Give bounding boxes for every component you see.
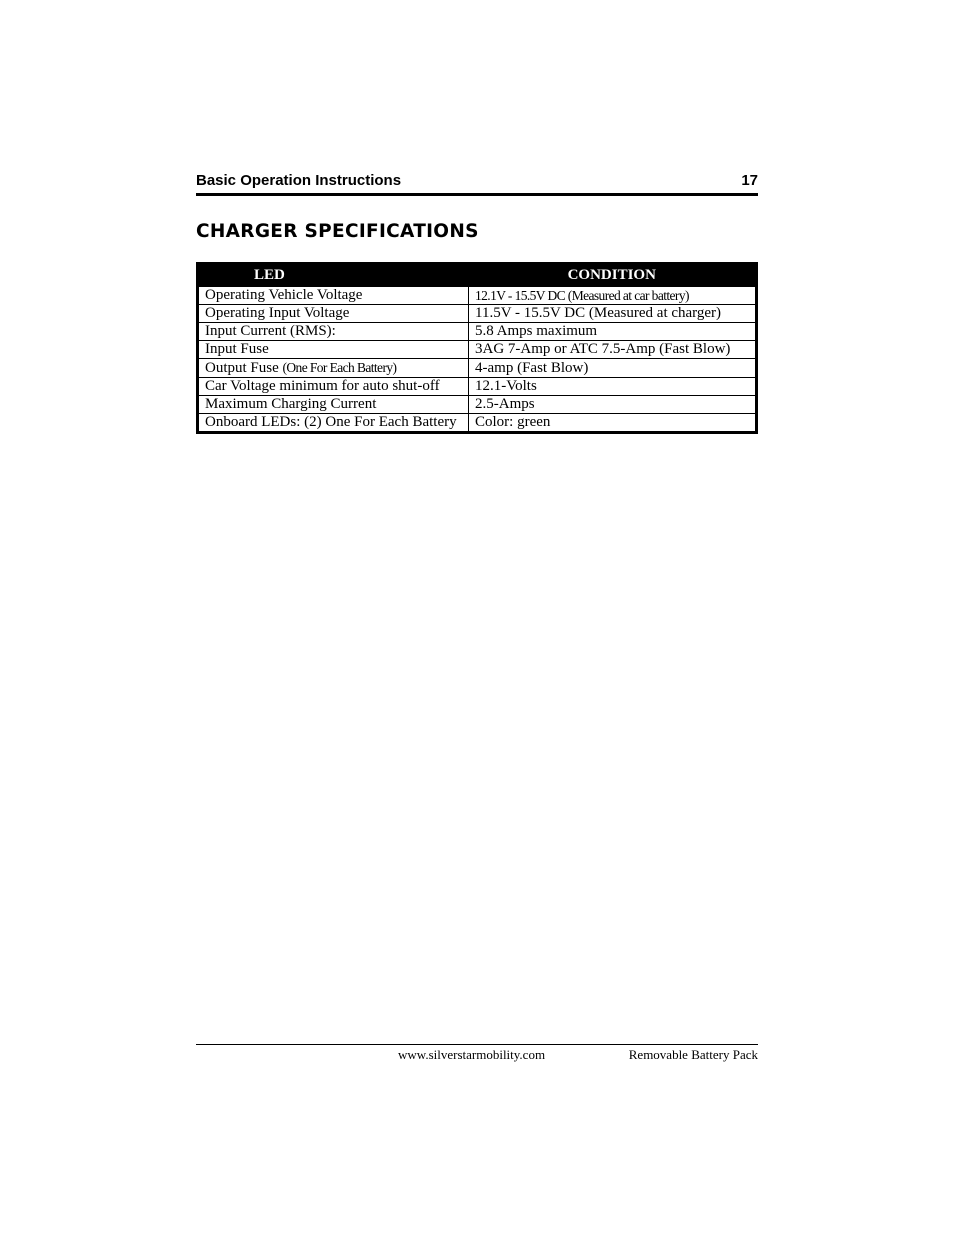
table-header-row [198, 264, 757, 287]
spec-label: Car Voltage minimum for auto shut-off [198, 378, 469, 396]
column-header-condition: CONDITION [469, 264, 757, 287]
spec-value: 4-amp (Fast Blow) [469, 359, 757, 378]
spec-label: Onboard LEDs: (2) One For Each Battery [198, 414, 469, 433]
table-row [198, 341, 757, 359]
running-title: Basic Operation Instructions [196, 172, 402, 189]
spec-value: 3AG 7-Amp or ATC 7.5-Amp (Fast Blow) [469, 341, 757, 359]
column-header-led: LED [198, 264, 469, 287]
spec-label-note: (One For Each Battery) [282, 360, 397, 375]
spec-value: 5.8 Amps maximum [469, 323, 757, 341]
table-row [198, 396, 757, 414]
spec-label-cell [198, 359, 469, 378]
table-row [198, 414, 757, 433]
spec-label: Input Current (RMS): [198, 323, 469, 341]
spec-value: 12.1V - 15.5V DC (Measured at car battery) [469, 287, 757, 305]
footer-divider [196, 1044, 758, 1045]
spec-value: 12.1-Volts [469, 378, 757, 396]
spec-value: Color: green [469, 414, 757, 433]
page-header [196, 171, 758, 196]
spec-value: 11.5V - 15.5V DC (Measured at charger) [469, 305, 757, 323]
spec-label: Operating Vehicle Voltage [198, 287, 469, 305]
table-row [198, 378, 757, 396]
footer-product-name: Removable Battery Pack [628, 1047, 758, 1062]
table-row [198, 305, 757, 323]
section-title: CHARGER SPECIFICATIONS [196, 221, 479, 242]
spec-value: 2.5-Amps [469, 396, 757, 414]
page-number: 17 [741, 172, 758, 189]
table-row [198, 359, 757, 378]
footer-url: www.silverstarmobility.com [398, 1047, 546, 1062]
spec-label: Input Fuse [198, 341, 469, 359]
table-row [198, 287, 757, 305]
table-row [198, 323, 757, 341]
spec-label: Operating Input Voltage [198, 305, 469, 323]
specifications-table [196, 262, 758, 434]
spec-label: Maximum Charging Current [198, 396, 469, 414]
spec-label: Output Fuse [205, 360, 279, 376]
